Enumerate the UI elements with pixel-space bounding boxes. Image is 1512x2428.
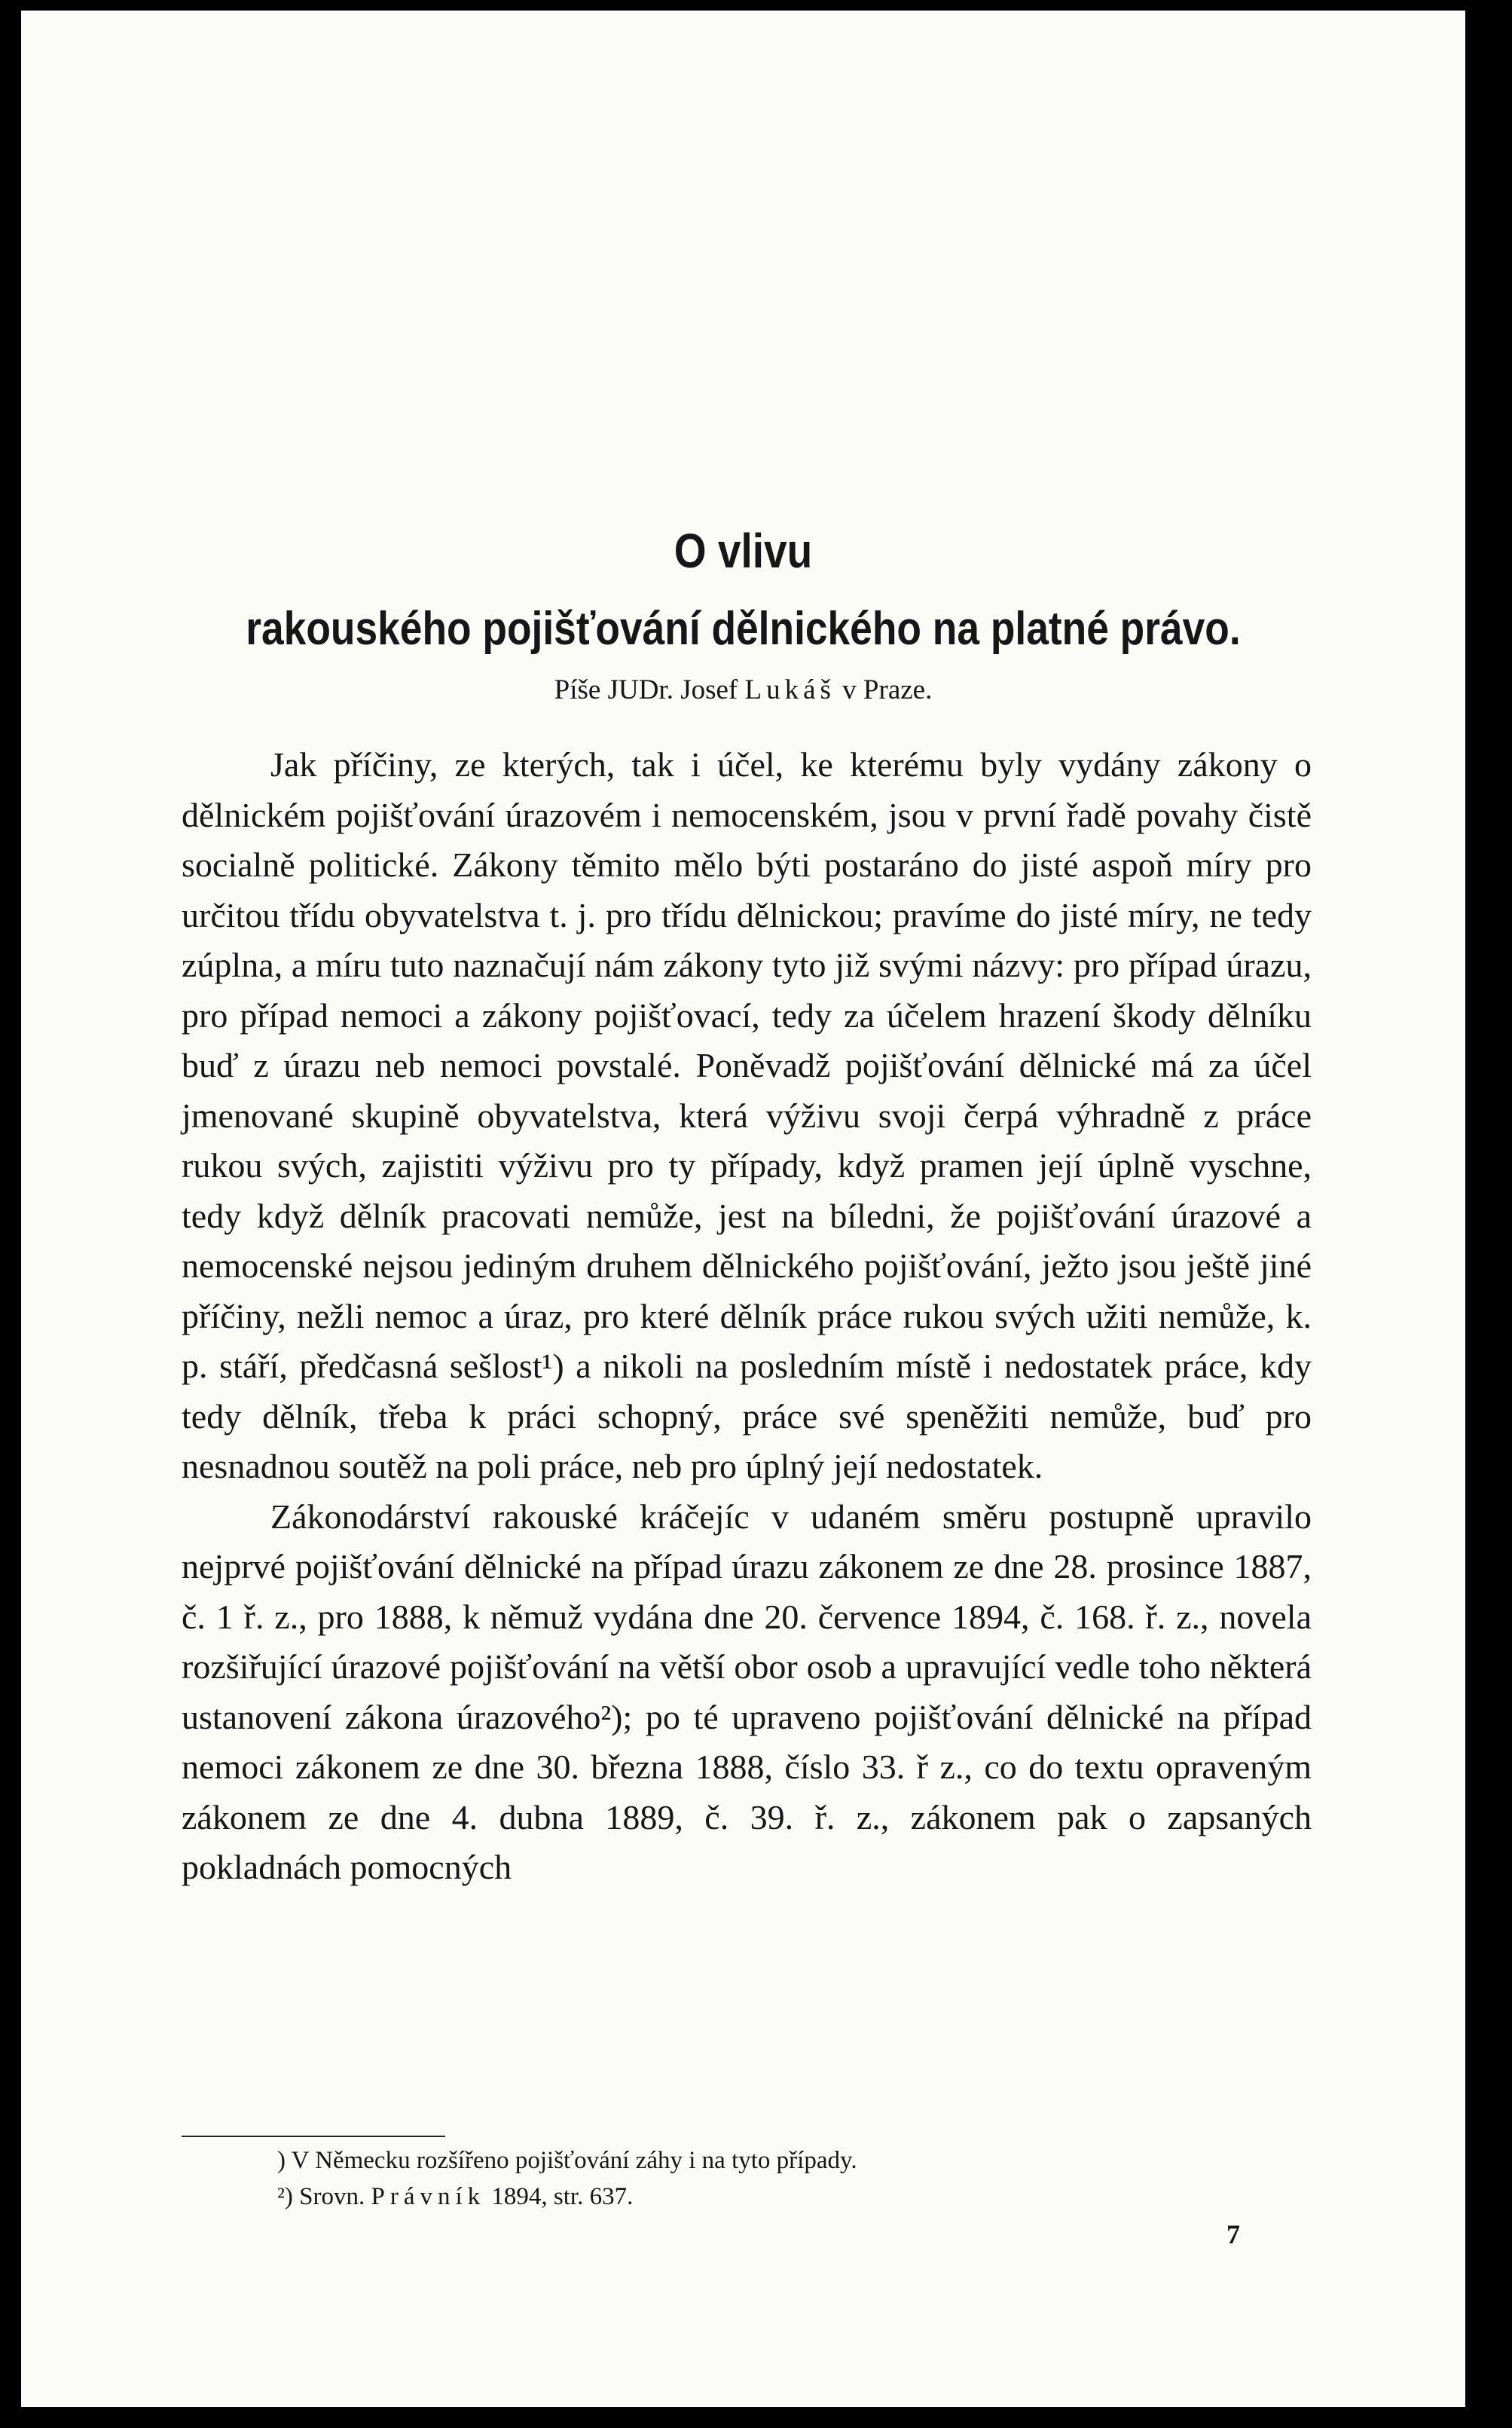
document-page — [21, 11, 1465, 2407]
footnote-divider — [182, 2136, 445, 2137]
article-title-line-1: O vlivu — [674, 524, 813, 578]
footnote-1 — [277, 2142, 1317, 2179]
footnote-2-spaced: Právník — [371, 2183, 486, 2210]
article-title-line-2: rakouského pojišťování dělnického na platné právo. — [246, 603, 1241, 655]
footnote-1-marker: ) — [277, 2147, 286, 2174]
author-byline — [21, 674, 1465, 706]
footnotes — [277, 2142, 1317, 2215]
footnote-2-prefix: Srovn. — [299, 2183, 365, 2210]
paragraph-1: Jak příčiny, ze kterých, tak i účel, ke kterému byly vydány zákony o dělnickém pojišťování úrazovém i nemocenském, jsou v první řadě povahy čistě socialně politické. Zákony těmito mělo býti postaráno do jisté aspoň míry pro určitou třídu obyvatelstva t. j. pro třídu dělnickou; pravíme do jisté míry, ne tedy zúplna, a míru tuto naznačují nám zákony tyto již svými názvy: pro případ úrazu, pro případ nemoci a zákony pojišťovací, tedy za účelem hrazení škody dělníku buď z úrazu neb nemoci povstalé. Poněvadž pojišťování dělnické má za účel jmenované skupině obyvatelstva, která výživu svoji čerpá výhradně z práce rukou svých, zajistiti výživu pro ty případy, když pramen její úplně vyschne, tedy když dělník pracovati nemůže, jest na bíledni, že pojišťování úrazové a nemocenské nejsou jediným druhem dělnického pojišťování, ježto jsou ještě jiné příčiny, nežli nemoc a úraz, pro které dělník práce rukou svých užiti nemůže, k. p. stáří, předčasná sešlost¹) a nikoli na posledním místě i nedostatek práce, kdy tedy dělník, třeba k práci schopný, práce své speněžiti nemůže, buď pro nesnadnou soutěž na poli práce, neb pro úplný její nedostatek. — [182, 745, 1312, 1485]
paragraph-2: Zákonodárství rakouské kráčejíc v udaném směru postupně upravilo nejprvé pojišťování dělnické na případ úrazu zákonem ze dne 28. prosince 1887, č. 1 ř. z., pro 1888, k němuž vydána dne 20. července 1894, č. 168. ř. z., novela rozšiřující úrazové pojišťování na větší obor osob a upravující vedle toho některá ustanovení zákona úrazového²); po té upraveno pojišťování dělnické na případ nemoci zákonem ze dne 30. března 1888, číslo 33. ř z., co do textu opraveným zákonem ze dne 4. dubna 1889, č. 39. ř. z., zákonem pak o zapsaných pokladnách pomocných — [182, 1497, 1312, 1886]
footnote-1-text: V Německu rozšířeno pojišťování záhy i na tyto případy. — [291, 2147, 857, 2174]
byline-prefix: Píše JUDr. Josef — [554, 674, 738, 705]
body-text — [182, 740, 1312, 1893]
footnote-2 — [277, 2179, 1317, 2215]
footnote-2-marker: ²) — [277, 2183, 293, 2210]
byline-suffix: v Praze. — [842, 674, 933, 705]
footnote-2-suffix: 1894, str. 637. — [491, 2183, 634, 2210]
page-number: 7 — [1226, 2219, 1240, 2249]
byline-author-surname: Lukáš — [744, 674, 835, 705]
